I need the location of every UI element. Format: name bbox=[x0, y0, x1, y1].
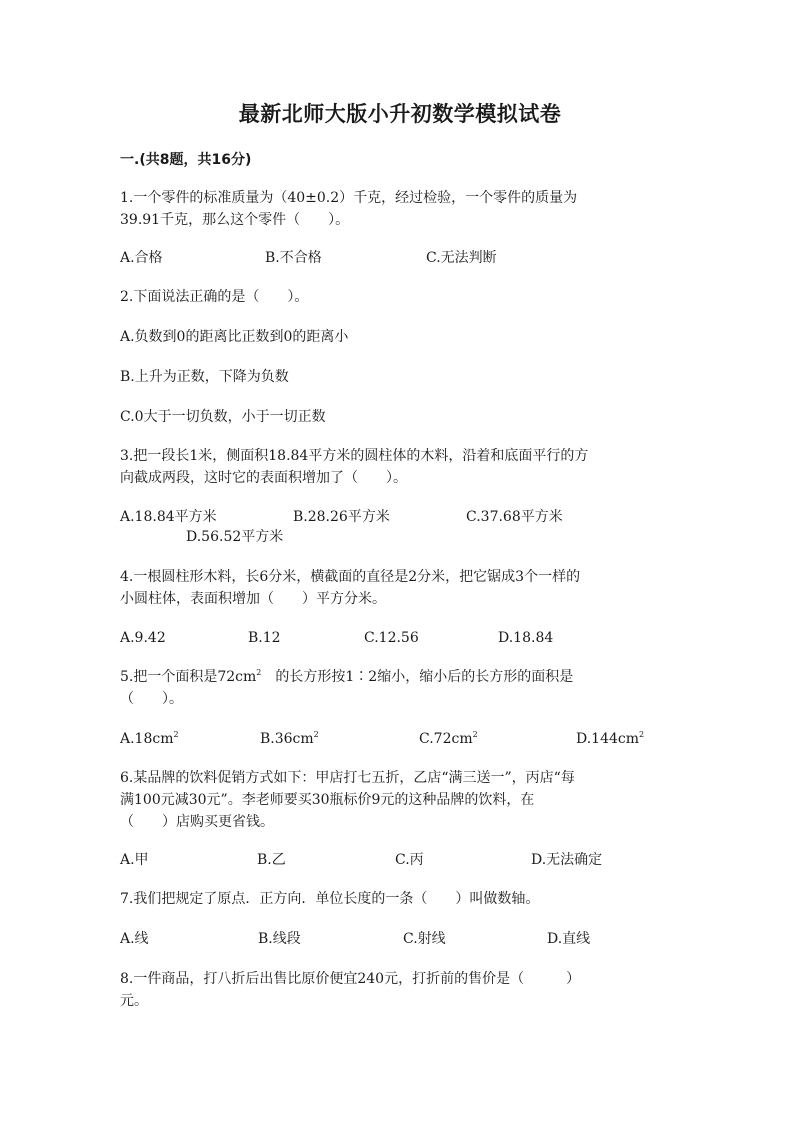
question-5-stem-part-a: 5.把一个面积是72cm bbox=[120, 669, 257, 685]
question-5-option-b: $B.36cm^2$ bbox=[260, 730, 319, 747]
question-1-line-1: 1.一个零件的标准质量为（40±0.2）千克，经过检验，一个零件的质量为 bbox=[120, 190, 578, 206]
question-8-stem bbox=[120, 968, 680, 1012]
question-5-option-a: $A.18cm^2$ bbox=[120, 730, 179, 747]
squared-superscript: 2 bbox=[472, 730, 478, 739]
page-title: 最新北师大版小升初数学模拟试卷 bbox=[238, 102, 562, 126]
question-1-stem bbox=[120, 187, 680, 231]
question-3-stem bbox=[120, 445, 680, 489]
question-8-line-1: 8.一件商品，打八折后出售比原价便宜240元，打折前的售价是（ ） bbox=[120, 971, 581, 987]
question-6-line-1: 6.某品牌的饮料促销方式如下：甲店打七五折，乙店“满三送一”，丙店“每 bbox=[120, 770, 575, 786]
squared-superscript: 2 bbox=[313, 730, 319, 739]
question-4-option-d: D.18.84 bbox=[498, 630, 554, 646]
question-4-stem bbox=[120, 566, 680, 610]
question-3-line-1: 3.把一段长1米，侧面积18.84平方米的圆柱体的木料，沿着和底面平行的方 bbox=[120, 448, 589, 464]
question-2-option-c: C.0大于一切负数，小于一切正数 bbox=[120, 409, 326, 425]
question-4-line-1: 4.一根圆柱形木料，长6分米，横截面的直径是2分米，把它锯成3个一样的 bbox=[120, 569, 581, 585]
question-6-option-a: A.甲 bbox=[120, 852, 149, 868]
question-6-option-b: B.乙 bbox=[257, 852, 286, 868]
question-4-option-c: C.12.56 bbox=[364, 630, 419, 646]
question-6-option-c: C.丙 bbox=[395, 852, 424, 868]
question-1-option-b: B.不合格 bbox=[265, 250, 322, 266]
question-6-line-2: 满100元减30元”。李老师要买30瓶标价9元的这种品牌的饮料，在 bbox=[120, 792, 535, 808]
squared-superscript: 2 bbox=[173, 730, 179, 739]
question-7-option-a: A.线 bbox=[120, 931, 149, 947]
question-5-line-1 bbox=[120, 666, 680, 688]
question-4-line-2: 小圆柱体，表面积增加（ ）平方分米。 bbox=[120, 591, 386, 607]
question-3-line-2: 向截成两段，这时它的表面积增加了（ ）。 bbox=[120, 470, 407, 486]
squared-superscript: 2 bbox=[639, 730, 645, 739]
question-6-option-d: D.无法确定 bbox=[531, 852, 603, 868]
question-1-line-2: 39.91千克，那么这个零件（ ）。 bbox=[120, 212, 350, 228]
question-7-option-c: C.射线 bbox=[403, 931, 446, 947]
question-5-stem-part-b: 的长方形按1∶2缩小，缩小后的长方形的面积是 bbox=[275, 669, 574, 685]
question-2-line-1: 2.下面说法正确的是（ ）。 bbox=[120, 289, 309, 305]
squared-superscript: 2 bbox=[256, 668, 262, 677]
question-5-option-c: $C.72cm^2$ bbox=[419, 730, 478, 747]
question-7-option-d: D.直线 bbox=[547, 931, 591, 947]
question-4-option-a: A.9.42 bbox=[120, 630, 166, 646]
question-3-option-c: C.37.68平方米 bbox=[466, 509, 563, 525]
question-2-option-a: A.负数到0的距离比正数到0的距离小 bbox=[120, 329, 349, 345]
question-2-option-b: B.上升为正数，下降为负数 bbox=[120, 369, 289, 385]
question-2-stem bbox=[120, 286, 680, 308]
section-heading: 一.(共8题，共16分) bbox=[120, 152, 252, 168]
question-6-line-3: （ ）店购买更省钱。 bbox=[120, 814, 274, 830]
question-7-option-b: B.线段 bbox=[258, 931, 301, 947]
question-7-stem bbox=[120, 888, 680, 910]
question-6-stem bbox=[120, 767, 680, 833]
question-1-option-c: C.无法判断 bbox=[426, 250, 497, 266]
question-1-option-a: A.合格 bbox=[120, 250, 163, 266]
question-4-option-b: B.12 bbox=[248, 630, 281, 646]
question-8-line-2: 元。 bbox=[120, 993, 148, 1009]
question-5-option-d: $D.144cm^2$ bbox=[576, 730, 645, 747]
question-3-option-a: A.18.84平方米 bbox=[120, 509, 217, 525]
question-5-stem bbox=[120, 666, 680, 710]
question-3-option-b: B.28.26平方米 bbox=[293, 509, 390, 525]
question-7-line-1: 7.我们把规定了原点．正方向．单位长度的一条（ ）叫做数轴。 bbox=[120, 891, 540, 907]
question-3-option-d: D.56.52平方米 bbox=[186, 529, 284, 545]
question-5-line-2: （ ）。 bbox=[120, 691, 183, 707]
